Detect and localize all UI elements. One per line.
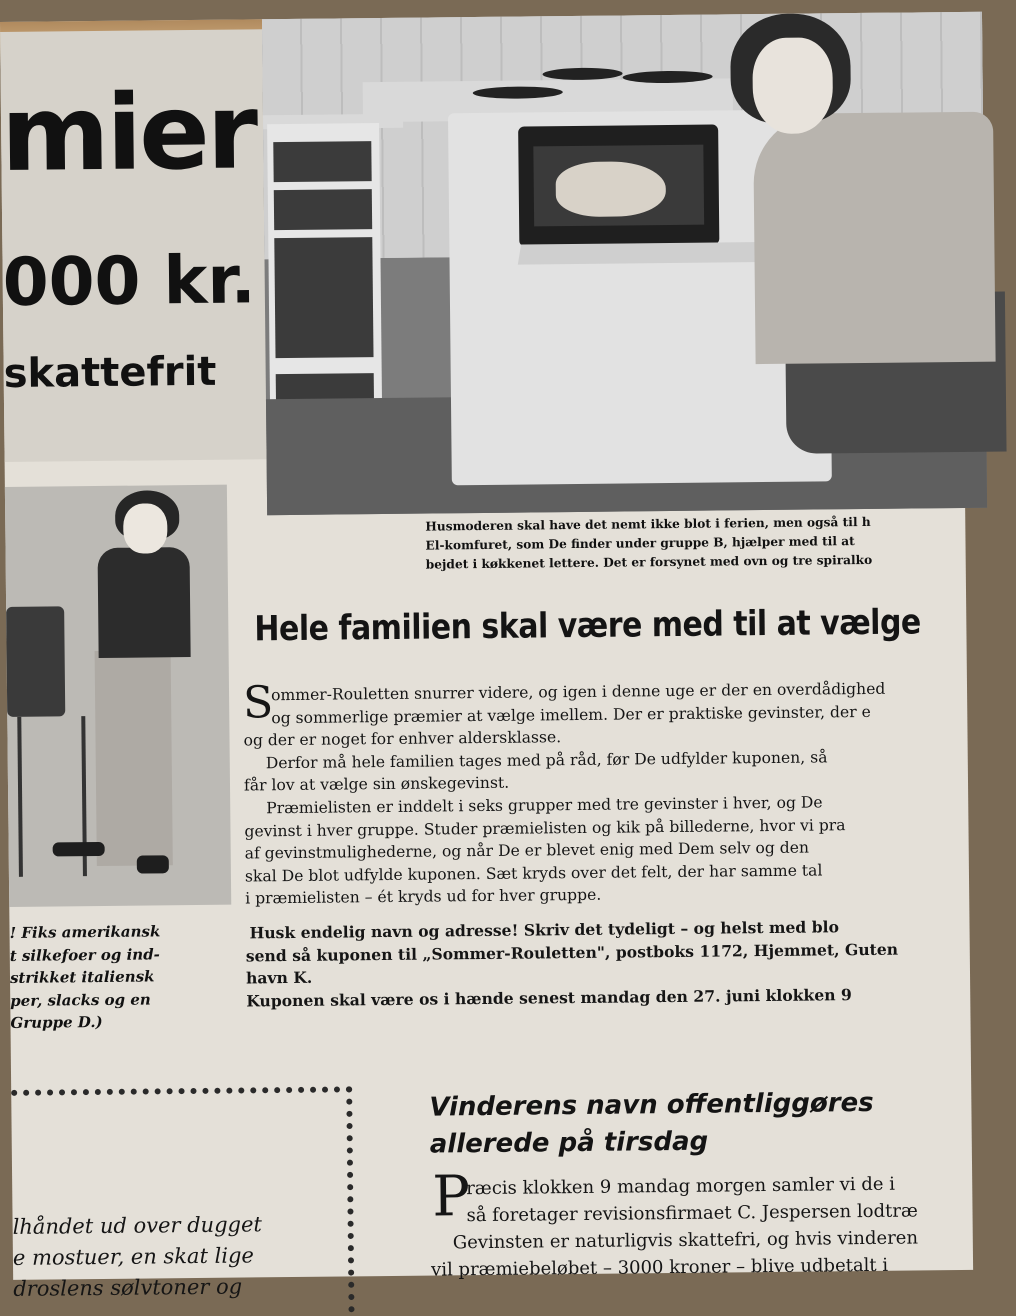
headline-box — [0, 29, 276, 462]
roast — [555, 161, 666, 217]
caption-line: per, slacks og en — [10, 989, 151, 1010]
caption-line: El-komfuret, som De finder under gruppe B, hjælper med til at — [425, 534, 855, 553]
stove-photo — [262, 12, 987, 516]
body-line: vil præmiebeløbet – 3000 kroner – blive udbetalt i — [430, 1254, 889, 1281]
stove-photo-caption — [425, 512, 986, 575]
shoe — [137, 855, 169, 873]
caption-line: t silkefoer og ind- — [9, 944, 160, 965]
drawer — [273, 141, 371, 182]
body-line: og der er noget for enhver aldersklasse. — [243, 728, 562, 750]
body-line: ræcis klokken 9 mandag morgen samler vi de i — [466, 1173, 896, 1200]
subsection-heading — [429, 1085, 874, 1164]
body-line: ommer-Rouletten snurrer videre, og igen i denne uge er der en overdådighed — [270, 679, 886, 705]
shoe — [53, 842, 105, 857]
woman-body — [753, 112, 996, 364]
subsection-body — [430, 1164, 991, 1284]
body-line: og sommerlige præmier at vælge imellem. Der er praktiske gevinster, der e — [271, 702, 871, 727]
box-line: e mostuer, en skat lige — [12, 1243, 255, 1270]
body-line: gevinst i hver gruppe. Studer præmielisten og kik på billederne, hvor vi pra — [244, 815, 846, 841]
fashion-photo-caption — [9, 920, 230, 1035]
caption-line: bejdet i køkkenet lettere. Det er forsynet med ovn og tre spiralko — [425, 552, 873, 572]
fashion-photo — [5, 485, 231, 907]
section-heading: Hele familien skal være med til at vælge — [254, 602, 922, 650]
body-line: får lov at vælge sin ønskegevinst. — [243, 774, 510, 795]
body-line-bold: havn K. — [245, 967, 313, 988]
woman-face — [752, 37, 833, 134]
grill — [6, 606, 65, 717]
woman-top — [98, 547, 191, 658]
body-line: så foretager revisionsfirmaet C. Jespersen lodtræ — [466, 1200, 918, 1227]
body-line-bold: send så kuponen til „Sommer-Rouletten", postboks 1172, Hjemmet, Guten — [245, 939, 899, 966]
woman-slacks — [95, 650, 173, 866]
drop-cap: P — [431, 1164, 471, 1230]
body-line: Præmielisten er inddelt i seks grupper med tre gevinster i hver, og De — [266, 793, 823, 818]
drop-cap: S — [242, 677, 274, 729]
headline-line-2: 000 kr. — [2, 241, 256, 321]
caption-line: ! Fiks amerikansk — [9, 922, 161, 942]
caption-line: Husmoderen skal have det nemt ikke blot i ferien, men også til h — [425, 514, 871, 534]
body-line: Derfor må hele familien tages med på råd, før De udfylder kuponen, så — [265, 748, 828, 773]
body-line: Gevinsten er naturligvis skattefri, og hvis vinderen — [452, 1227, 919, 1254]
drawer — [274, 189, 372, 230]
woman-face — [123, 503, 168, 553]
headline-line-1: mier — [0, 70, 256, 195]
subheading-line: allerede på tirsdag — [429, 1126, 709, 1160]
box-line: lhåndet ud over dugget — [12, 1212, 263, 1239]
body-line: skal De blot udfylde kuponen. Sæt kryds over det felt, der har samme tal — [244, 861, 823, 886]
caption-line: Gruppe D.) — [10, 1012, 103, 1032]
article-body — [243, 677, 1006, 1013]
drawer — [274, 237, 373, 358]
body-line-bold: Husk endelig navn og adresse! Skriv det tydeligt – og helst med blo — [249, 917, 840, 943]
headline-line-3: skattefrit — [3, 348, 217, 397]
body-line: af gevinstmulighederne, og når De er blevet enig med Dem selv og den — [244, 838, 810, 863]
subheading-line: Vinderens navn offentliggøres — [429, 1087, 874, 1123]
caption-line: strikket italiensk — [9, 967, 155, 987]
box-text — [12, 1209, 333, 1305]
box-line: droslens sølvtoner og — [13, 1274, 243, 1301]
magazine-page — [0, 12, 973, 1301]
body-line: i præmielisten – ét kryds ud for hver gruppe. — [245, 886, 602, 908]
body-line-bold: Kuponen skal være os i hænde senest mandag den 27. juni klokken 9 — [246, 984, 852, 1011]
oven-rack — [518, 242, 771, 265]
